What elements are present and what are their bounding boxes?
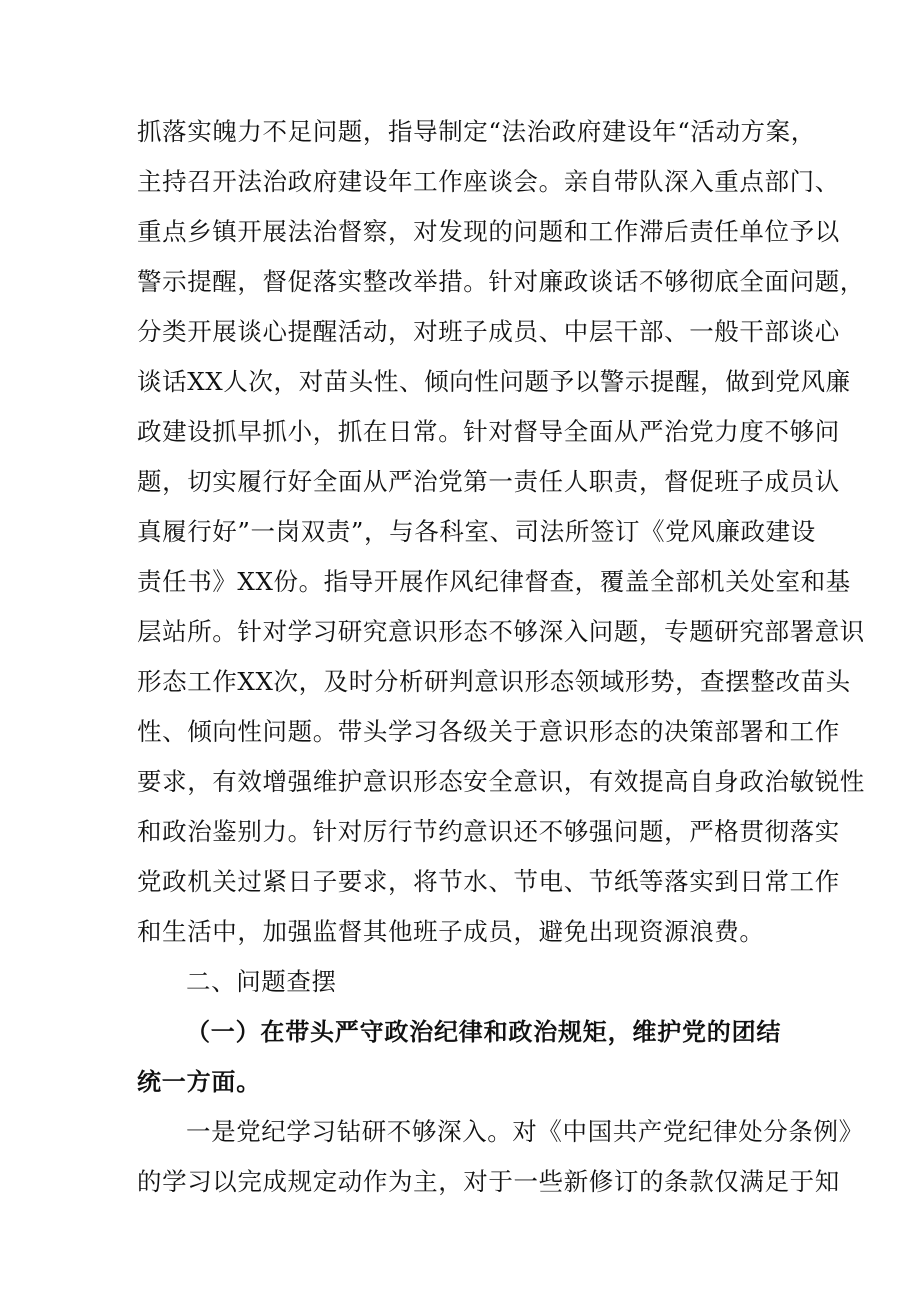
body-text-line: 层站所。针对学习研究意识形态不够深入问题，专题研究部署意识	[137, 617, 865, 646]
section-heading: 二、问题查摆	[186, 967, 337, 996]
body-text-line: 和政治鉴别力。针对厉行节约意识还不够强问题，严格贯彻落实	[137, 817, 840, 846]
body-text-line: 政建设抓早抓小，抓在日常。针对督导全面从严治党力度不够问	[137, 417, 840, 446]
body-text-line: 主持召开法治政府建设年工作座谈会。亲自带队深入重点部门、	[137, 167, 840, 196]
body-text-line: 要求，有效增强维护意识形态安全意识，有效提高自身政治敏锐性	[137, 767, 865, 796]
paragraph-line: 一是党纪学习钻研不够深入。对《中国共产党纪律处分条例》	[186, 1117, 864, 1146]
body-text-line: 警示提醒，督促落实整改举措。针对廉政谈话不够彻底全面问题，	[137, 267, 865, 296]
body-text-line: 责任书》XX份。指导开展作风纪律督查，覆盖全部机关处室和基	[137, 567, 851, 596]
subsection-heading: （一）在带头严守政治纪律和政治规矩，维护党的团结	[186, 1018, 782, 1046]
subsection-heading-continued: 统一方面。	[137, 1068, 261, 1096]
body-text-line: 题，切实履行好全面从严治党第一责任人职责，督促班子成员认	[137, 467, 840, 496]
body-text-line: 和生活中，加强监督其他班子成员，避免出现资源浪费。	[137, 917, 765, 946]
body-text-line: 谈话XX人次，对苗头性、倾向性问题予以警示提醒，做到党风廉	[137, 367, 851, 396]
body-text-line: 重点乡镇开展法治督察，对发现的问题和工作滞后责任单位予以	[137, 217, 840, 246]
body-text-line: 形态工作XX次，及时分析研判意识形态领域形势，查摆整改苗头	[137, 667, 851, 696]
body-text-line: 性、倾向性问题。带头学习各级关于意识形态的决策部署和工作	[137, 717, 840, 746]
paragraph-line: 的学习以完成规定动作为主，对于一些新修订的条款仅满足于知	[137, 1167, 840, 1196]
body-text-line: 分类开展谈心提醒活动，对班子成员、中层干部、一般干部谈心	[137, 317, 840, 346]
body-text-line: 真履行好”一岗双责”，与各科室、司法所签订《党风廉政建设	[137, 517, 816, 546]
body-text-line: 抓落实魄力不足问题，指导制定“法治政府建设年“活动方案，	[137, 117, 816, 146]
body-text-line: 党政机关过紧日子要求，将节水、节电、节纸等落实到日常工作	[137, 867, 840, 896]
